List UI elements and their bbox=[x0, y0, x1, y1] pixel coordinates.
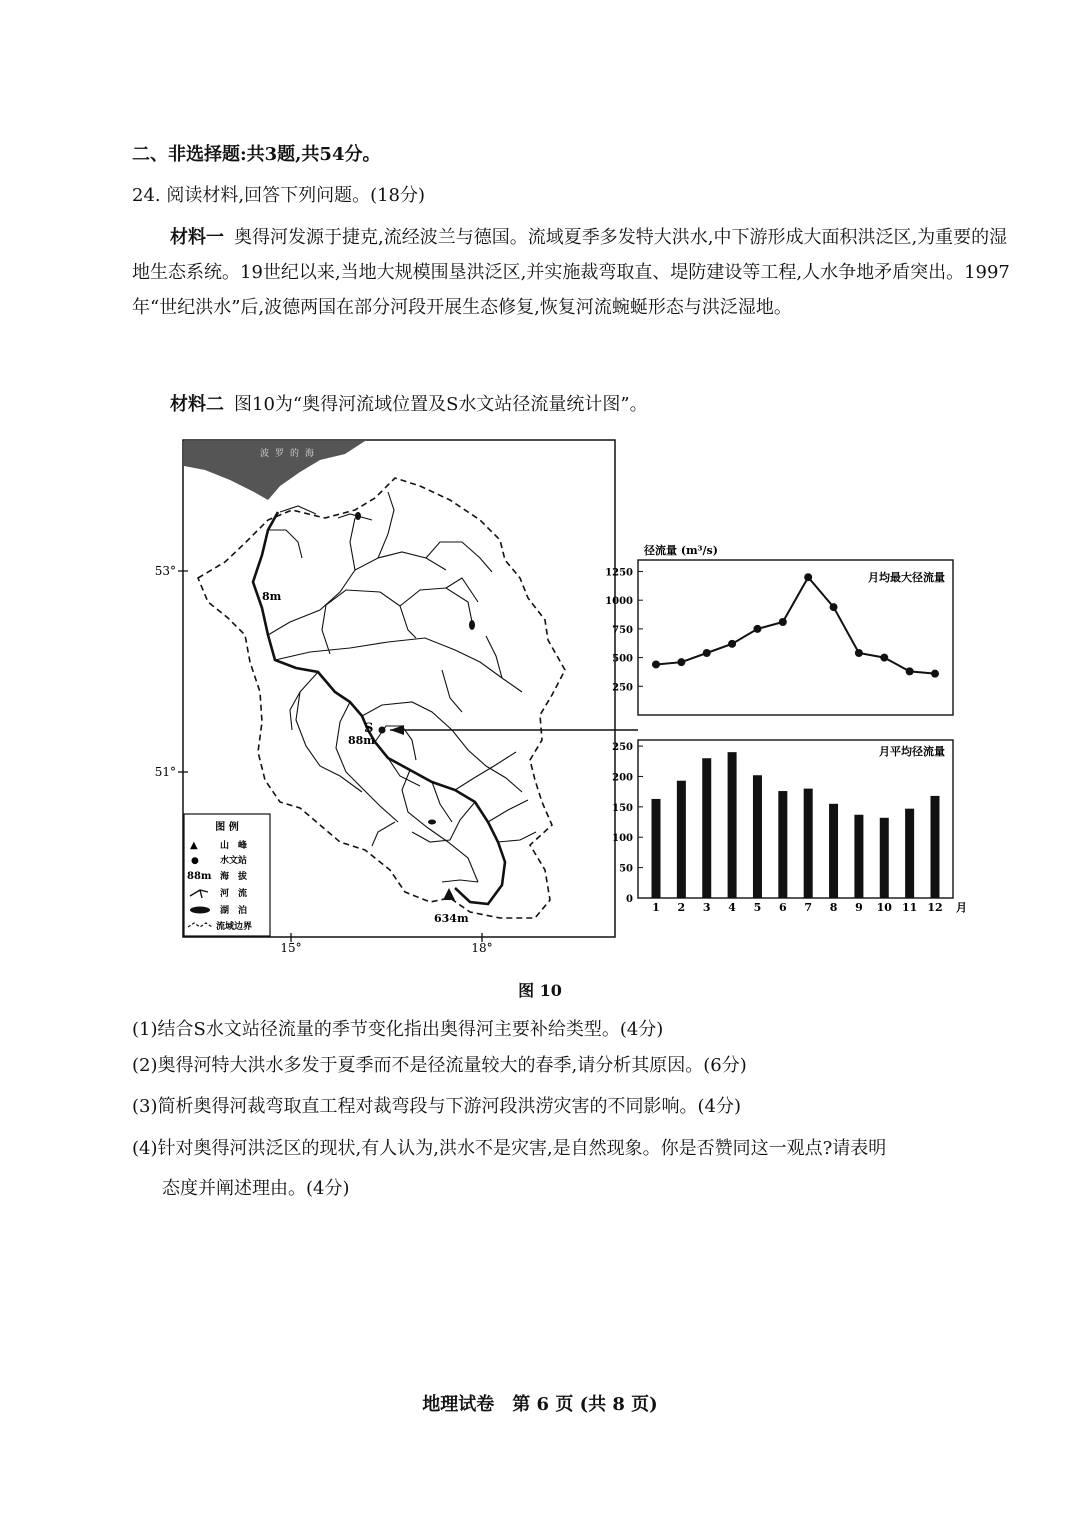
line-y-tick-label: 500 bbox=[612, 653, 633, 665]
lake bbox=[355, 512, 361, 520]
bar-y-tick-label: 150 bbox=[612, 802, 633, 814]
max-runoff-point bbox=[931, 670, 939, 678]
material-two-label: 材料二 bbox=[170, 394, 224, 415]
peak-icon: ▲ bbox=[190, 840, 198, 851]
line-y-tick-label: 250 bbox=[612, 682, 633, 694]
max-runoff-point bbox=[906, 667, 914, 675]
max-runoff-point bbox=[728, 640, 736, 648]
legend-title: 图 例 bbox=[215, 822, 239, 833]
bar-y-tick-label: 200 bbox=[612, 772, 633, 784]
mean-runoff-bar bbox=[728, 752, 737, 898]
material-one-label: 材料一 bbox=[170, 227, 224, 248]
subquestion-1: (1)结合S水文站径流量的季节变化指出奥得河主要补给类型。(4分) bbox=[132, 1019, 664, 1040]
max-runoff-point bbox=[753, 625, 761, 633]
lat-label-53: 53° bbox=[154, 564, 176, 578]
question-title: 24. 阅读材料,回答下列问题。(18分) bbox=[132, 185, 426, 206]
x-tick-label: 5 bbox=[753, 901, 762, 914]
bar-y-tick-label: 0 bbox=[626, 894, 633, 905]
x-tick-label: 7 bbox=[804, 901, 813, 914]
max-runoff-point bbox=[677, 658, 685, 666]
mean-runoff-bar bbox=[804, 789, 813, 898]
mean-runoff-bar bbox=[905, 809, 914, 898]
mean-runoff-bar bbox=[829, 804, 838, 898]
mean-runoff-bar bbox=[677, 781, 686, 898]
runoff-charts bbox=[605, 543, 967, 914]
material-two bbox=[170, 393, 648, 417]
max-runoff-line bbox=[656, 577, 935, 673]
max-runoff-point bbox=[855, 649, 863, 657]
material-one-text: 奥得河发源于捷克,流经波兰与德国。流域夏季多发特大洪水,中下游形成大面积洪泛区,为重要的湿地生态系统。19世纪以来,当地大规模围垦洪泛区,并实施裁弯取直、堤防建设等工程,人水争地矛盾突出。1997年“世纪洪水”后,波德两国在部分河段开展生态修复,恢复河流蜿蜒形态与洪泛湿地。 bbox=[132, 227, 1010, 318]
legend-station-label: 水文站 bbox=[220, 856, 248, 866]
station-s-marker bbox=[379, 727, 386, 734]
x-tick-label: 12 bbox=[927, 901, 943, 914]
tributaries bbox=[268, 492, 536, 882]
peak-elevation: 634m bbox=[434, 912, 469, 925]
x-tick-label: 4 bbox=[728, 901, 736, 914]
x-tick-label: 10 bbox=[876, 901, 892, 914]
bar-series-name: 月平均径流量 bbox=[879, 745, 945, 758]
sea-label: 波罗的海 bbox=[260, 449, 321, 459]
x-unit-label: 月 bbox=[956, 901, 967, 914]
basin-map bbox=[155, 440, 615, 955]
peak-triangle bbox=[443, 888, 455, 900]
x-tick-label: 6 bbox=[778, 901, 787, 914]
subquestion-4: (4)针对奥得河洪泛区的现状,有人认为,洪水不是灾害,是自然现象。你是否赞同这一观点?请表明 bbox=[132, 1138, 887, 1159]
mean-runoff-bar bbox=[854, 815, 863, 898]
x-tick-label: 8 bbox=[829, 901, 838, 914]
material-one bbox=[132, 220, 1012, 325]
page-footer: 地理试卷 第 6 页 (共 8 页) bbox=[422, 1394, 658, 1415]
max-runoff-point bbox=[703, 649, 711, 657]
bar-y-tick-label: 100 bbox=[612, 833, 633, 845]
x-tick-label: 3 bbox=[702, 901, 711, 914]
legend-river-label: 河 流 bbox=[220, 889, 248, 899]
station-s-name: S bbox=[364, 721, 374, 736]
legend-elevation-symbol: 88m bbox=[187, 871, 212, 882]
legend-boundary-label: 流域边界 bbox=[216, 922, 253, 932]
subquestion-3: (3)简析奥得河裁弯取直工程对裁弯段与下游河段洪涝灾害的不同影响。(4分) bbox=[132, 1096, 741, 1117]
subquestion-2: (2)奥得河特大洪水多发于夏季而不是径流量较大的春季,请分析其原因。(6分) bbox=[132, 1055, 747, 1076]
max-runoff-point bbox=[779, 618, 787, 626]
max-runoff-point bbox=[830, 603, 838, 611]
mean-runoff-bar bbox=[778, 791, 787, 898]
station-s-elevation: 88m bbox=[348, 734, 375, 747]
legend-peak-label: 山 峰 bbox=[220, 841, 248, 851]
max-runoff-point bbox=[652, 660, 660, 668]
subquestion-4-continued: 态度并阐述理由。(4分) bbox=[162, 1178, 350, 1199]
line-y-tick-label: 1000 bbox=[605, 596, 633, 608]
figure-caption: 图 10 bbox=[518, 981, 562, 1000]
mean-runoff-bar bbox=[753, 775, 762, 898]
figure-10 bbox=[150, 430, 980, 980]
lake bbox=[428, 820, 436, 825]
bar-y-tick-label: 250 bbox=[612, 742, 633, 754]
max-runoff-point bbox=[880, 654, 888, 662]
map-legend bbox=[184, 814, 270, 936]
bar-y-tick-label: 50 bbox=[619, 863, 633, 875]
chart-ylabel: 径流量 (m³/s) bbox=[644, 544, 718, 557]
lat-label-51: 51° bbox=[154, 765, 176, 779]
x-tick-label: 1 bbox=[652, 901, 660, 914]
mean-runoff-bar bbox=[931, 796, 940, 898]
mean-runoff-bar bbox=[880, 818, 889, 898]
station-dot-icon: ● bbox=[191, 856, 199, 866]
x-tick-label: 11 bbox=[901, 901, 918, 914]
legend-lake-label: 湖 泊 bbox=[220, 906, 248, 916]
line-series-name: 月均最大径流量 bbox=[868, 571, 945, 584]
mean-runoff-bar bbox=[702, 758, 711, 898]
x-tick-label: 9 bbox=[855, 901, 863, 914]
legend-elevation-label: 海 拔 bbox=[220, 872, 248, 882]
lake bbox=[469, 620, 475, 630]
line-y-tick-label: 1250 bbox=[605, 567, 633, 579]
material-two-text: 图10为“奥得河流域位置及S水文站径流量统计图”。 bbox=[234, 394, 648, 415]
lon-label-15: 15° bbox=[280, 941, 302, 955]
max-runoff-point bbox=[804, 573, 812, 581]
section-heading: 二、非选择题:共3题,共54分。 bbox=[132, 144, 381, 165]
lake-icon bbox=[190, 907, 210, 914]
line-y-tick-label: 750 bbox=[612, 624, 633, 636]
mean-runoff-bar bbox=[652, 799, 661, 898]
x-tick-label: 2 bbox=[677, 901, 686, 914]
lon-label-18: 18° bbox=[471, 941, 493, 955]
mouth-elevation: 8m bbox=[262, 590, 282, 603]
